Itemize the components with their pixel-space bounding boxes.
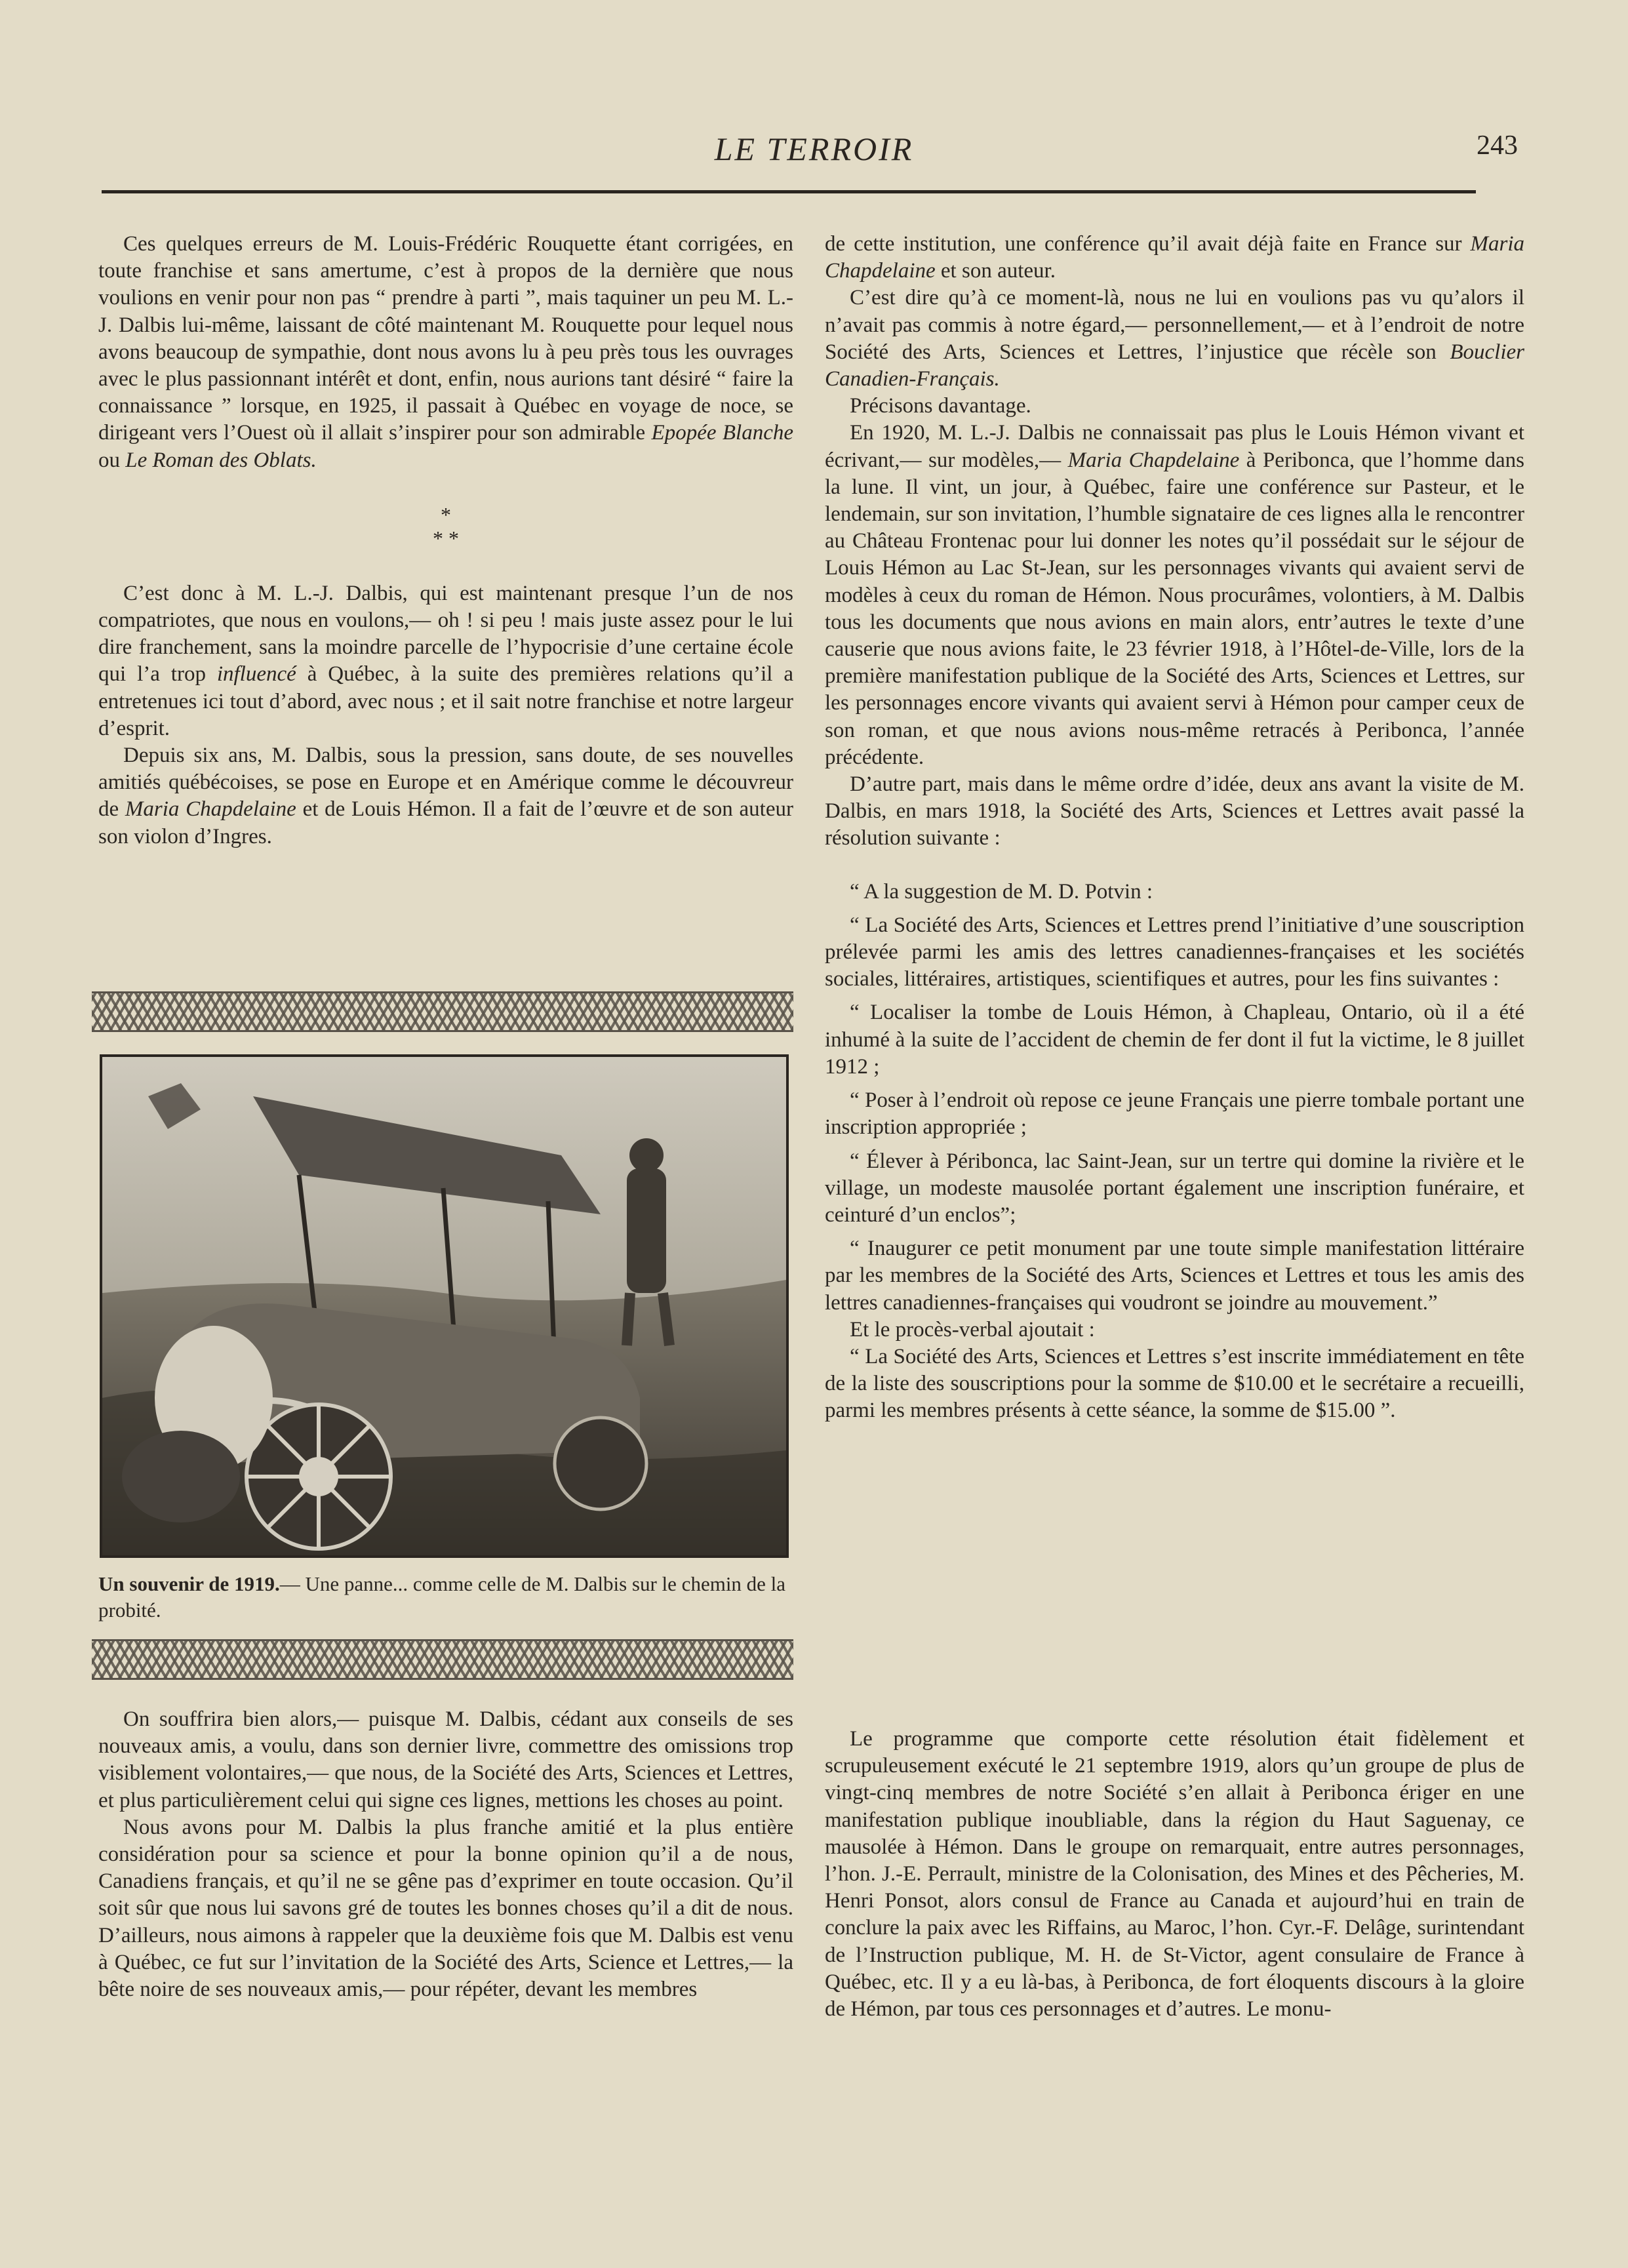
quote-paragraph: “ Élever à Péribonca, lac Saint-Jean, sur un tertre qui domine la rivière et le village, un modeste mausolée portant également une inscription funéraire, et ceinturé d’un enclos”;	[825, 1149, 1524, 1227]
caption-text: — Une panne... comme celle de M. Dalbis sur le chemin de la probité.	[98, 1572, 786, 1621]
paragraph: C’est dire qu’à ce moment-là, nous ne lui en voulions pas vu qu’alors il n’avait pas commis à notre égard,— personnellement,— et à l’endroit de notre Société des Arts, Sciences et Lettres, l’injustice que récèle son Bouclier Canadien-Français.	[825, 286, 1524, 391]
paragraph: Nous avons pour M. Dalbis la plus franche amitié et la plus entière considération pour sa science et pour la bonne opinion qu’il a de nous, Canadiens français, et qu’il ne se gêne pas d’exprimer en toute occasion. Qu’il soit sûr que nous lui savons gré de toutes les bonnes choses qu’il a dit de nous. D’ailleurs, nous aimons à rappeler que la deuxième fois que M. Dalbis est venu à Québec, ce fut sur l’invitation de la Société des Arts, Science et Lettres,— la bête noire de ses nouveaux amis,— pour répéter, devant les membres	[98, 1815, 793, 2002]
running-header-title: LE TERROIR	[714, 130, 914, 167]
paragraph: Précisons davantage.	[850, 394, 1031, 418]
quote-paragraph: “ Localiser la tombe de Louis Hémon, à Chapleau, Ontario, où il a été inhumé à la suite de l’accident de chemin de fer dont il fut la victime, le 8 juillet 1912 ;	[825, 1001, 1524, 1079]
ornamental-border-bottom	[92, 1639, 793, 1680]
left-column-top	[98, 231, 793, 850]
paragraph: Et le procès-verbal ajoutait :	[850, 1317, 1095, 1342]
section-break-stars: * * *	[433, 502, 459, 550]
header-rule	[102, 190, 1476, 193]
quote-paragraph: “ Poser à l’endroit où repose ce jeune Français une pierre tombale portant une inscription appropriée ;	[825, 1088, 1524, 1140]
left-column-bottom	[98, 1706, 793, 2003]
paragraph: En 1920, M. L.-J. Dalbis ne connaissait pas plus le Louis Hémon vivant et écrivant,— sur modèles,— Maria Chapdelaine à Peribonca, que l’homme dans la lune. Il vint, un jour, à Québec, faire une conférence sur Pasteur, et le lendemain, sur son invitation, l’humble signataire de ces lignes alla le rencontrer au Château Frontenac pour lui donner les notes qu’il possédait sur le séjour de Louis Hémon au Lac St-Jean, sur les personnages vivants qui avaient servi de modèles à ceux du roman de Hémon. Nous procurâmes, volontiers, à M. Dalbis tous les documents que nous avions en main alors, entr’autres le texte d’une causerie que nous avions faite, le 23 février 1918, à l’Hôtel-de-Ville, lors de la première manifestation publique de la Société des Arts, Sciences et Lettres, sur les personnages encore vivants qui avaient servi à Hémon pour camper ceux de son roman, et que nous avions nous-même retracés à Peribonca, l’année précédente.	[825, 421, 1524, 769]
page-number: 243	[1477, 130, 1518, 161]
paragraph: On souffrira bien alors,— puisque M. Dalbis, cédant aux conseils de ses nouveaux amis, a voulu, dans son dernier livre, commettre des omissions trop visiblement volontaires,— que nous, de la Société des Arts, Sciences et Lettres, et plus particulièrement celui qui signe ces lignes, mettions les choses au point.	[98, 1707, 793, 1812]
quote-paragraph: “ La Société des Arts, Sciences et Lettres s’est inscrite immédiatement en tête de la liste des souscriptions pour la somme de $10.00 et le secrétaire a recueilli, parmi les membres présents à cette séance, la somme de $15.00 ”.	[825, 1344, 1524, 1423]
paragraph: D’autre part, mais dans le même ordre d’idée, deux ans avant la visite de M. Dalbis, en mars 1918, la Société des Arts, Sciences et Lettres avait passé la résolution suivante :	[825, 772, 1524, 850]
photograph-car-breakdown	[100, 1054, 789, 1558]
paragraph: Ces quelques erreurs de M. Louis-Frédéric Rouquette étant corrigées, en toute franchise et sans amertume, c’est à propos de la dernière que nous voulions en venir pour non pas “ prendre à parti ”, mais taquiner un peu M. L.-J. Dalbis lui-même, laissant de côté maintenant M. Rouquette pour lequel nous avons beaucoup de sympathie, dont nous avons lu à peu près tous les ouvrages avec le plus passionnant intérêt et dont, enfin, nous aurions tant désiré “ faire la connaissance ” lorsque, en 1925, il passait à Québec en voyage de noce, se dirigeant vers l’Ouest où il allait s’inspirer pour son admirable Epopée Blanche ou Le Roman des Oblats.	[98, 232, 793, 472]
right-column-bottom	[825, 1726, 1524, 2023]
ornamental-border-top	[92, 991, 793, 1032]
paragraph: de cette institution, une conférence qu’il avait déjà faite en France sur Maria Chapdelaine et son auteur.	[825, 232, 1524, 283]
quote-paragraph: “ La Société des Arts, Sciences et Lettres prend l’initiative d’une souscription prélevée parmi les amis des lettres canadiennes-françaises et les sociétés sociales, littéraires, artistiques, scientifiques et autres, pour les fins suivantes :	[825, 913, 1524, 991]
paragraph: Depuis six ans, M. Dalbis, sous la pression, sans doute, de ses nouvelles amitiés québécoises, se pose en Europe et en Amérique comme le découvreur de Maria Chapdelaine et de Louis Hémon. Il a fait de l’œuvre et de son auteur son violon d’Ingres.	[98, 744, 793, 848]
photo-caption	[98, 1571, 793, 1623]
quote-paragraph: “ A la suggestion de M. D. Potvin :	[850, 879, 1153, 904]
quote-paragraph: “ Inaugurer ce petit monument par une toute simple manifestation littéraire par les membres de la Société des Arts, Sciences et Lettres et tous les amis des lettres canadiennes-françaises qui voudront se joindre au mouvement.”	[825, 1237, 1524, 1315]
car-photo-illustration	[102, 1057, 786, 1555]
paragraph: C’est donc à M. L.-J. Dalbis, qui est maintenant presque l’un de nos compatriotes, que nous en voulons,— oh ! si peu ! mais juste assez pour le lui dire franchement, sans la moindre parcelle de l’hypocrisie d’une certaine école qui l’a trop influencé à Québec, à la suite des premières relations qu’il a entretenues ici tout d’abord, avec nous ; et il sait notre franchise et notre largeur d’esprit.	[98, 581, 793, 740]
right-column-top	[825, 231, 1524, 1425]
paragraph: Le programme que comporte cette résolution était fidèlement et scrupuleusement exécuté le 21 septembre 1919, alors qu’un groupe de plus de vingt-cinq membres de notre Société s’en allait à Peribonca ériger en une manifestation publique inoubliable, dans la région du Haut Saguenay, ce mausolée à Hémon. Dans le groupe on remarquait, entre autres personnages, l’hon. J.-E. Perrault, ministre de la Colonisation, des Mines et des Pêcheries, M. Henri Ponsot, alors consul de France au Canada et aujourd’hui en train de conclure la paix avec les Riffains, au Maroc, l’hon. Cyr.-F. Delâge, surintendant de l’Instruction publique, M. H. de St-Victor, agent consulaire de France à Québec, etc. Il y a eu là-bas, à Peribonca, de fort éloquents discours à la gloire de Hémon, par tous ces personnages et d’autres. Le monu-	[825, 1727, 1524, 2021]
caption-title: Un souvenir de 1919.	[98, 1572, 280, 1595]
